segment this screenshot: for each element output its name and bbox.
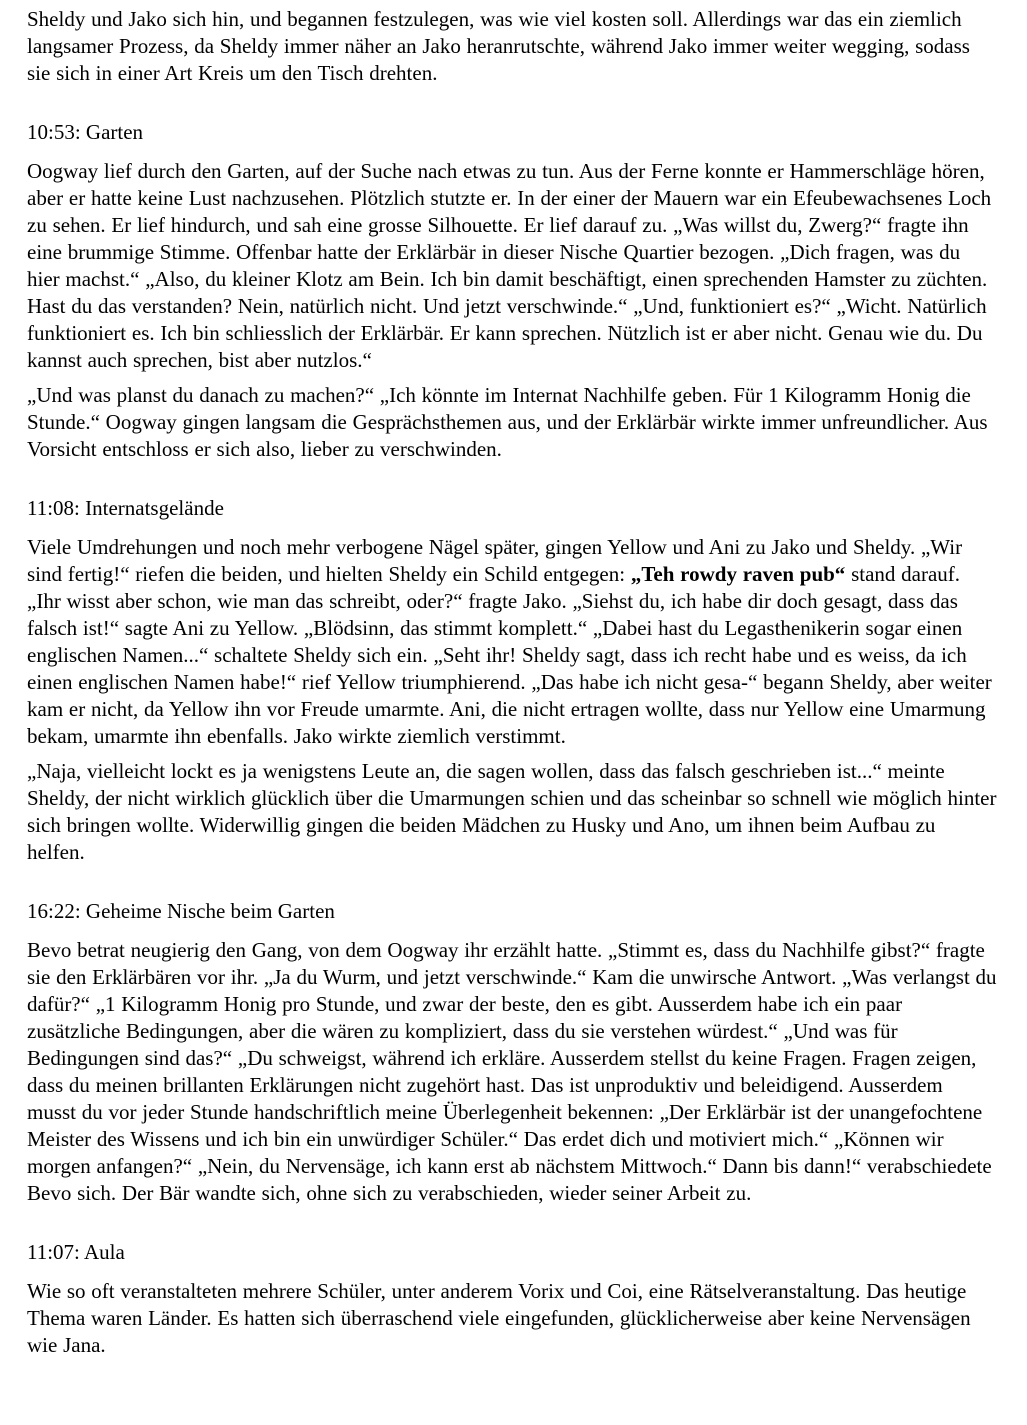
story-paragraph-geheime-nische: Bevo betrat neugierig den Gang, von dem Oogway ihr erzählt hatte. „Stimmt es, dass du Nachhilfe gibst?“ fragte sie den Erklärbären vor ihr. „Ja du Wurm, und jetzt verschwinde.“ Kam die unwirsche Antwort. „Was verlangst du dafür?“ „1 Kilogramm Honig pro Stunde, und zwar der beste, den es gibt. Ausserdem habe ich ein paar zusätzliche Bedingungen, aber die wären zu kompliziert, dass du sie verstehen würdest.“ „Und was für Bedingungen sind das?“ „Du schweigst, während ich erkläre. Ausserdem stellst du keine Fragen. Fragen zeigen, dass du meinen brillanten Erklärungen nicht zugehört hast. Das ist unproduktiv und beleidigend. Ausserdem musst du vor jeder Stunde handschriftlich meine Überlegenheit bekennen: „Der Erklärbär ist der unangefochtene Meister des Wissens und ich bin ein unwürdiger Schüler.“ Das erdet dich und motiviert mich.“ „Können wir morgen anfangen?“ „Nein, du Nervensäge, ich kann erst ab nächstem Mittwoch.“ Dann bis dann!“ verabschiedete Bevo sich. Der Bär wandte sich, ohne sich zu verabschieden, wieder seiner Arbeit zu. (27, 938, 997, 1205)
paragraph-segment-post: stand darauf. „Ihr wisst aber schon, wie man das schreibt, oder?“ fragte Jako. „Siehst du, ich habe dir doch gesagt, dass das falsch ist!“ sagte Ani zu Yellow. „Blödsinn, das stimmt komplett.“ „Dabei hast du Legasthenikerin sogar einen englischen Namen...“ schaltete Sheldy sich ein. „Seht ihr! Sheldy sagt, dass ich recht habe und es weiss, da ich einen englischen Namen habe!“ rief Yellow triumphierend. „Das habe ich nicht gesa-“ begann Sheldy, aber weiter kam er nicht, da Yellow ihn vor Freude umarmte. Ani, die nicht ertragen wollte, dass nur Yellow eine Umarmung bekam, umarmte ihn ebenfalls. Jako wirkte ziemlich verstimmt. (27, 562, 992, 748)
story-paragraph-internatsgelaende-2: „Naja, vielleicht lockt es ja wenigstens Leute an, die sagen wollen, dass das falsch geschrieben ist...“ meinte Sheldy, der nicht wirklich glücklich über die Umarmungen schien und das scheinbar so schnell wie möglich hinter sich bringen wollte. Widerwillig gingen die beiden Mädchen zu Husky und Ano, um ihnen beim Aufbau zu helfen. (27, 759, 997, 864)
bold-sign-text: „Teh rowdy raven pub“ (630, 562, 846, 586)
story-paragraph-continuation: Sheldy und Jako sich hin, und begannen festzulegen, was wie viel kosten soll. Allerdings war das ein ziemlich langsamer Prozess, da Sheldy immer näher an Jako heranrutschte, während Jako immer weiter wegging, sodass sie sich in einer Art Kreis um den Tisch drehten. (27, 7, 970, 85)
story-paragraph-garten-1: Oogway lief durch den Garten, auf der Suche nach etwas zu tun. Aus der Ferne konnte er Hammerschläge hören, aber er hatte keine Lust nachzusehen. Plötzlich stutzte er. In der einer der Mauern war ein Efeubewachsenes Loch zu sehen. Er lief hindurch, und sah eine grosse Silhouette. Er lief darauf zu. „Was willst du, Zwerg?“ fragte ihn eine brummige Stimme. Offenbar hatte der Erklärbär in dieser Nische Quartier bezogen. „Dich fragen, was du hier machst.“ „Also, du kleiner Klotz am Bein. Ich bin damit beschäftigt, einen sprechenden Hamster zu züchten. Hast du das verstanden? Nein, natürlich nicht. Und jetzt verschwinde.“ „Und, funktioniert es?“ „Wicht. Natürlich funktioniert es. Ich bin schliesslich der Erklärbär. Er kann sprechen. Nützlich ist er aber nicht. Genau wie du. Du kannst auch sprechen, bist aber nutzlos.“ (27, 159, 992, 372)
paragraph-segment-pre: Viele Umdrehungen und noch mehr verbogene Nägel später, gingen Yellow und Ani zu Jako und Sheldy. „Wir sind fertig!“ riefen die beiden, und hielten Sheldy ein Schild entgegen: (27, 535, 963, 586)
scene-heading-internatsgelaende: 11:08: Internatsgelände (27, 496, 224, 520)
story-paragraph-garten-2: „Und was planst du danach zu machen?“ „Ich könnte im Internat Nachhilfe geben. Für 1 Kilogramm Honig die Stunde.“ Oogway gingen langsam die Gesprächsthemen aus, und der Erklärbär wirkte immer unfreundlicher. Aus Vorsicht entschloss er sich also, lieber zu verschwinden. (27, 383, 988, 461)
scene-heading-garten: 10:53: Garten (27, 120, 144, 144)
scene-heading-geheime-nische: 16:22: Geheime Nische beim Garten (27, 899, 335, 923)
story-paragraph-internatsgelaende-1 (27, 534, 997, 750)
story-paragraph-aula: Wie so oft veranstalteten mehrere Schüler, unter anderem Vorix und Coi, eine Rätselveranstaltung. Das heutige Thema waren Länder. Es hatten sich überraschend viele eingefunden, glücklicherweise aber keine Nervensägen wie Jana. (27, 1279, 971, 1357)
scene-heading-aula: 11:07: Aula (27, 1240, 125, 1264)
